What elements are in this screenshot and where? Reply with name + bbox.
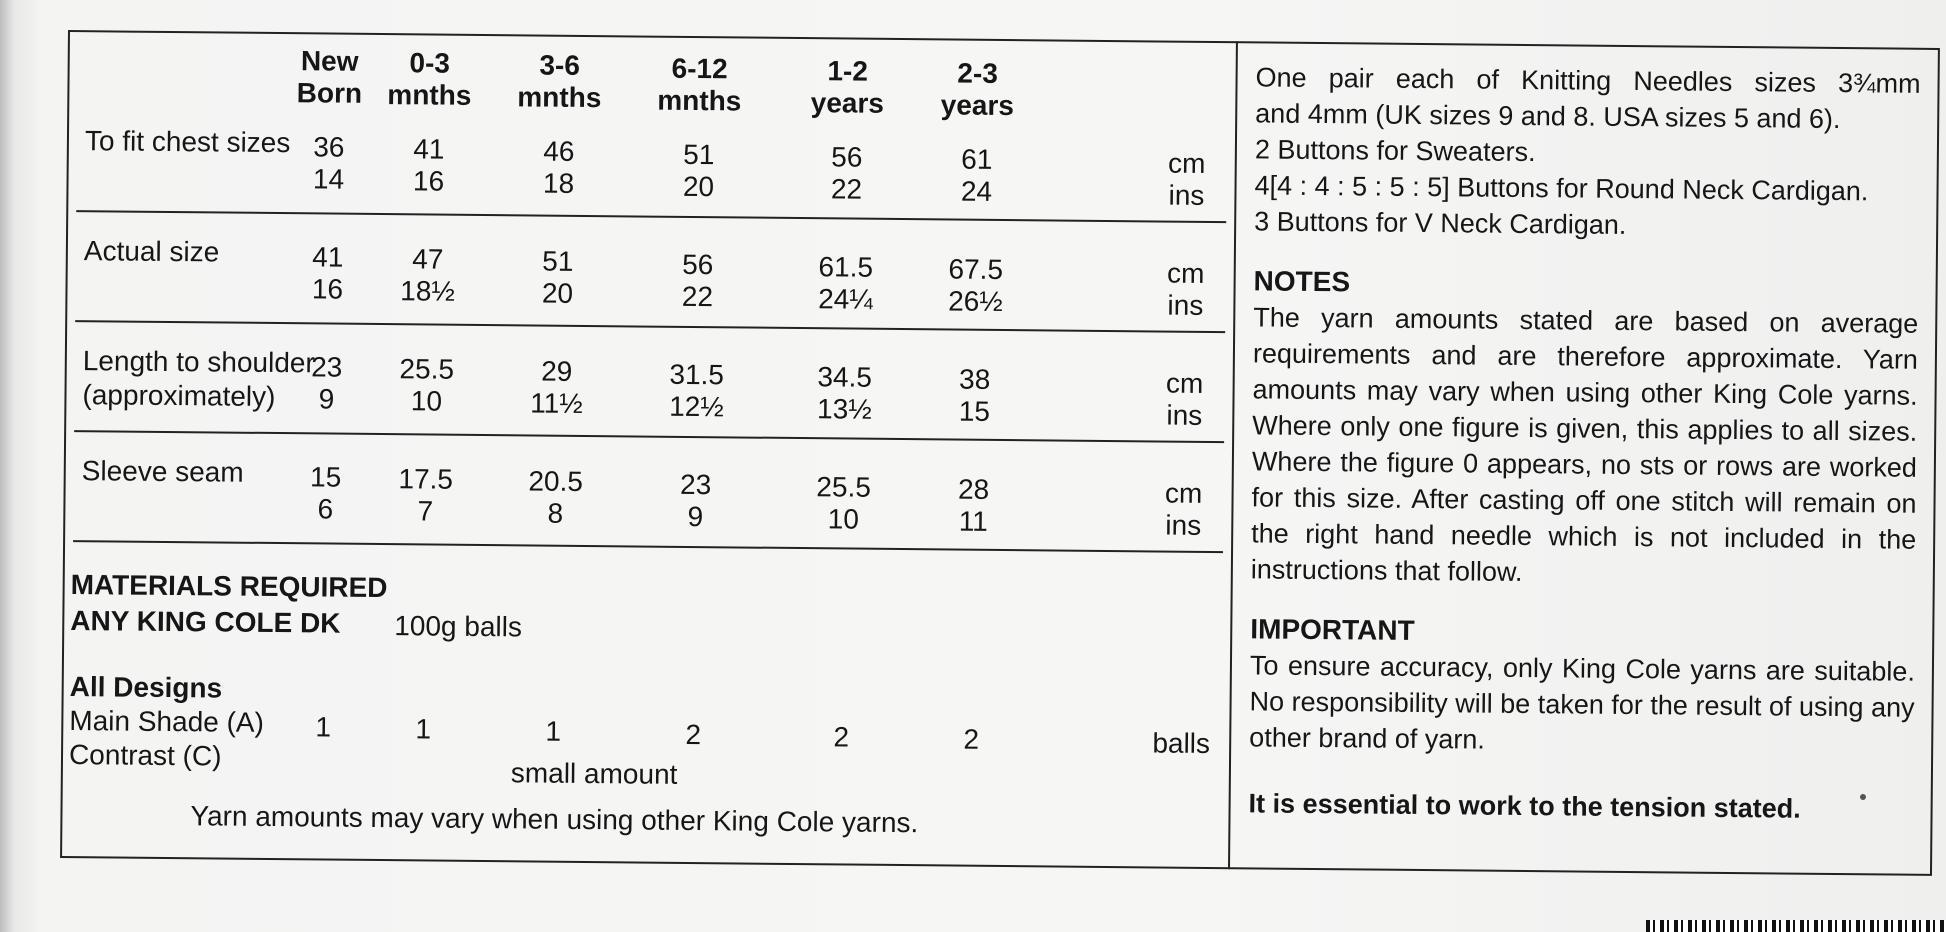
size-header-top: 0-3: [409, 47, 451, 79]
main-shade-value: 2: [833, 721, 850, 753]
needles-line-1: One pair each of Knitting Needles sizes 3¾mm: [1255, 62, 1921, 99]
main-shade-unit: balls: [1152, 727, 1211, 759]
cell-ins: 14: [312, 163, 345, 195]
unit-cm: cm: [1164, 477, 1203, 509]
important-text: To ensure accuracy, only King Cole yarns are suitable. No responsibility will be taken for the result of using any other brand of yarn.: [1249, 650, 1916, 755]
cell-ins: 22: [681, 280, 714, 312]
cell-cm: 61: [961, 143, 993, 175]
cell-cm: 51: [542, 245, 574, 278]
size-header-top: 3-6: [539, 49, 581, 82]
cell-ins: 18: [542, 167, 575, 200]
unit-ins: ins: [1167, 289, 1204, 321]
cell-cm: 31.5: [669, 358, 725, 390]
buttons-line-1: 2 Buttons for Sweaters.: [1254, 134, 1536, 168]
yarn-footnote: Yarn amounts may vary when using other King Cole yarns.: [190, 800, 919, 839]
tension-note: It is essential to work to the tension stated.: [1248, 788, 1801, 824]
page-edge-shadow: [0, 0, 14, 932]
cell-cm: 41: [312, 241, 344, 273]
contrast-label: Contrast (C): [68, 739, 222, 772]
cell-cm: 46: [543, 135, 575, 168]
pattern-info-box: [60, 30, 1940, 908]
cell-ins: 18½: [400, 275, 455, 307]
size-header-bottom: mnths: [387, 79, 472, 112]
size-header-top: 2-3: [957, 57, 999, 89]
cell-cm: 20.5: [528, 465, 584, 498]
main-shade-value: 2: [963, 723, 980, 755]
row-label-secondary: (approximately): [82, 379, 276, 413]
row-label: Length to shoulder: [82, 345, 315, 379]
main-shade-value: 1: [545, 716, 562, 748]
cell-ins: 22: [830, 173, 863, 205]
main-shade-value: 1: [415, 713, 432, 745]
cell-ins: 10: [827, 503, 860, 535]
cell-cm: 67.5: [948, 253, 1004, 285]
cell-ins: 9: [318, 383, 335, 415]
main-shade-value: 1: [315, 711, 332, 743]
cell-ins: 24: [960, 175, 993, 207]
notes-text: The yarn amounts stated are based on average requirements and are therefore approximate. Yarn amounts may vary when using other King Cole yarns. Where only one figure is given, this applies to all sizes. Where the figure 0 appears, no sts or rows are worked for this size. After casting off one stitch will remain on the right hand needle which is not included in the instructions that follow.: [1250, 302, 1919, 587]
cell-cm: 17.5: [398, 463, 454, 495]
row-label: To fit chest sizes: [84, 125, 291, 159]
cell-ins: 12½: [669, 390, 724, 422]
contrast-amount: small amount: [510, 757, 678, 790]
materials-heading: MATERIALS REQUIRED: [70, 569, 388, 604]
cell-ins: 15: [958, 395, 991, 427]
cell-cm: 51: [683, 138, 715, 170]
cell-ins: 8: [547, 498, 564, 530]
cell-ins: 7: [417, 495, 434, 527]
unit-ins: ins: [1165, 509, 1202, 541]
requirements-notes-column: [1248, 59, 1920, 827]
cell-ins: 6: [317, 493, 334, 525]
cell-cm: 56: [831, 141, 863, 173]
cell-cm: 25.5: [399, 353, 455, 385]
cell-ins: 13½: [817, 393, 872, 425]
size-header-top: 6-12: [671, 52, 728, 84]
cell-cm: 29: [541, 355, 573, 388]
ball-size: 100g balls: [394, 610, 523, 643]
size-header-top: 1-2: [827, 55, 869, 87]
unit-cm: cm: [1167, 147, 1206, 179]
cell-cm: 61.5: [818, 251, 874, 283]
cell-ins: 9: [687, 500, 704, 532]
needles-line-2: and 4mm (UK sizes 9 and 8. USA sizes 5 and 6).: [1255, 98, 1841, 135]
size-header-bottom: years: [940, 89, 1015, 122]
notes-heading: NOTES: [1253, 265, 1351, 298]
cell-cm: 25.5: [816, 471, 872, 503]
unit-ins: ins: [1166, 399, 1203, 431]
main-shade-label: Main Shade (A): [69, 705, 265, 738]
unit-cm: cm: [1165, 367, 1204, 399]
unit-cm: cm: [1166, 257, 1205, 289]
main-shade-value: 2: [685, 718, 702, 750]
barcode-strip: [1646, 920, 1946, 932]
cell-ins: 24¼: [818, 283, 873, 315]
size-header-bottom: mnths: [657, 84, 742, 117]
unit-ins: ins: [1168, 179, 1205, 211]
cell-ins: 20: [541, 277, 574, 310]
buttons-line-2: 4[4 : 4 : 5 : 5 : 5] Buttons for Round Neck Cardigan.: [1254, 170, 1869, 207]
cell-cm: 28: [957, 473, 990, 505]
row-label: Sleeve seam: [81, 455, 244, 488]
cell-cm: 47: [412, 243, 444, 275]
cell-cm: 15: [309, 461, 342, 493]
cell-ins: 26½: [948, 285, 1003, 317]
cell-cm: 23: [311, 351, 343, 383]
print-speck: [1860, 794, 1866, 800]
buttons-line-3: 3 Buttons for V Neck Cardigan.: [1254, 206, 1627, 240]
cell-ins: 11½: [530, 387, 583, 420]
cell-cm: 56: [682, 248, 714, 280]
size-header-top: New: [300, 45, 359, 77]
row-label: Actual size: [83, 235, 220, 268]
important-heading: IMPORTANT: [1250, 613, 1415, 646]
size-header-bottom: years: [810, 86, 885, 119]
cell-ins: 10: [410, 385, 443, 417]
size-header-bottom: Born: [296, 77, 363, 109]
cell-cm: 36: [313, 131, 345, 163]
yarn-name: ANY KING COLE DK: [70, 605, 341, 639]
all-designs-label: All Designs: [69, 671, 223, 704]
cell-ins: 16: [412, 165, 445, 197]
cell-cm: 41: [413, 133, 445, 165]
size-header-bottom: mnths: [517, 81, 602, 114]
cell-cm: 23: [679, 468, 712, 500]
cell-ins: 11: [958, 505, 989, 537]
cell-ins: 20: [682, 170, 715, 202]
cell-ins: 16: [311, 273, 344, 305]
cell-cm: 34.5: [817, 361, 873, 393]
cell-cm: 38: [958, 363, 991, 395]
